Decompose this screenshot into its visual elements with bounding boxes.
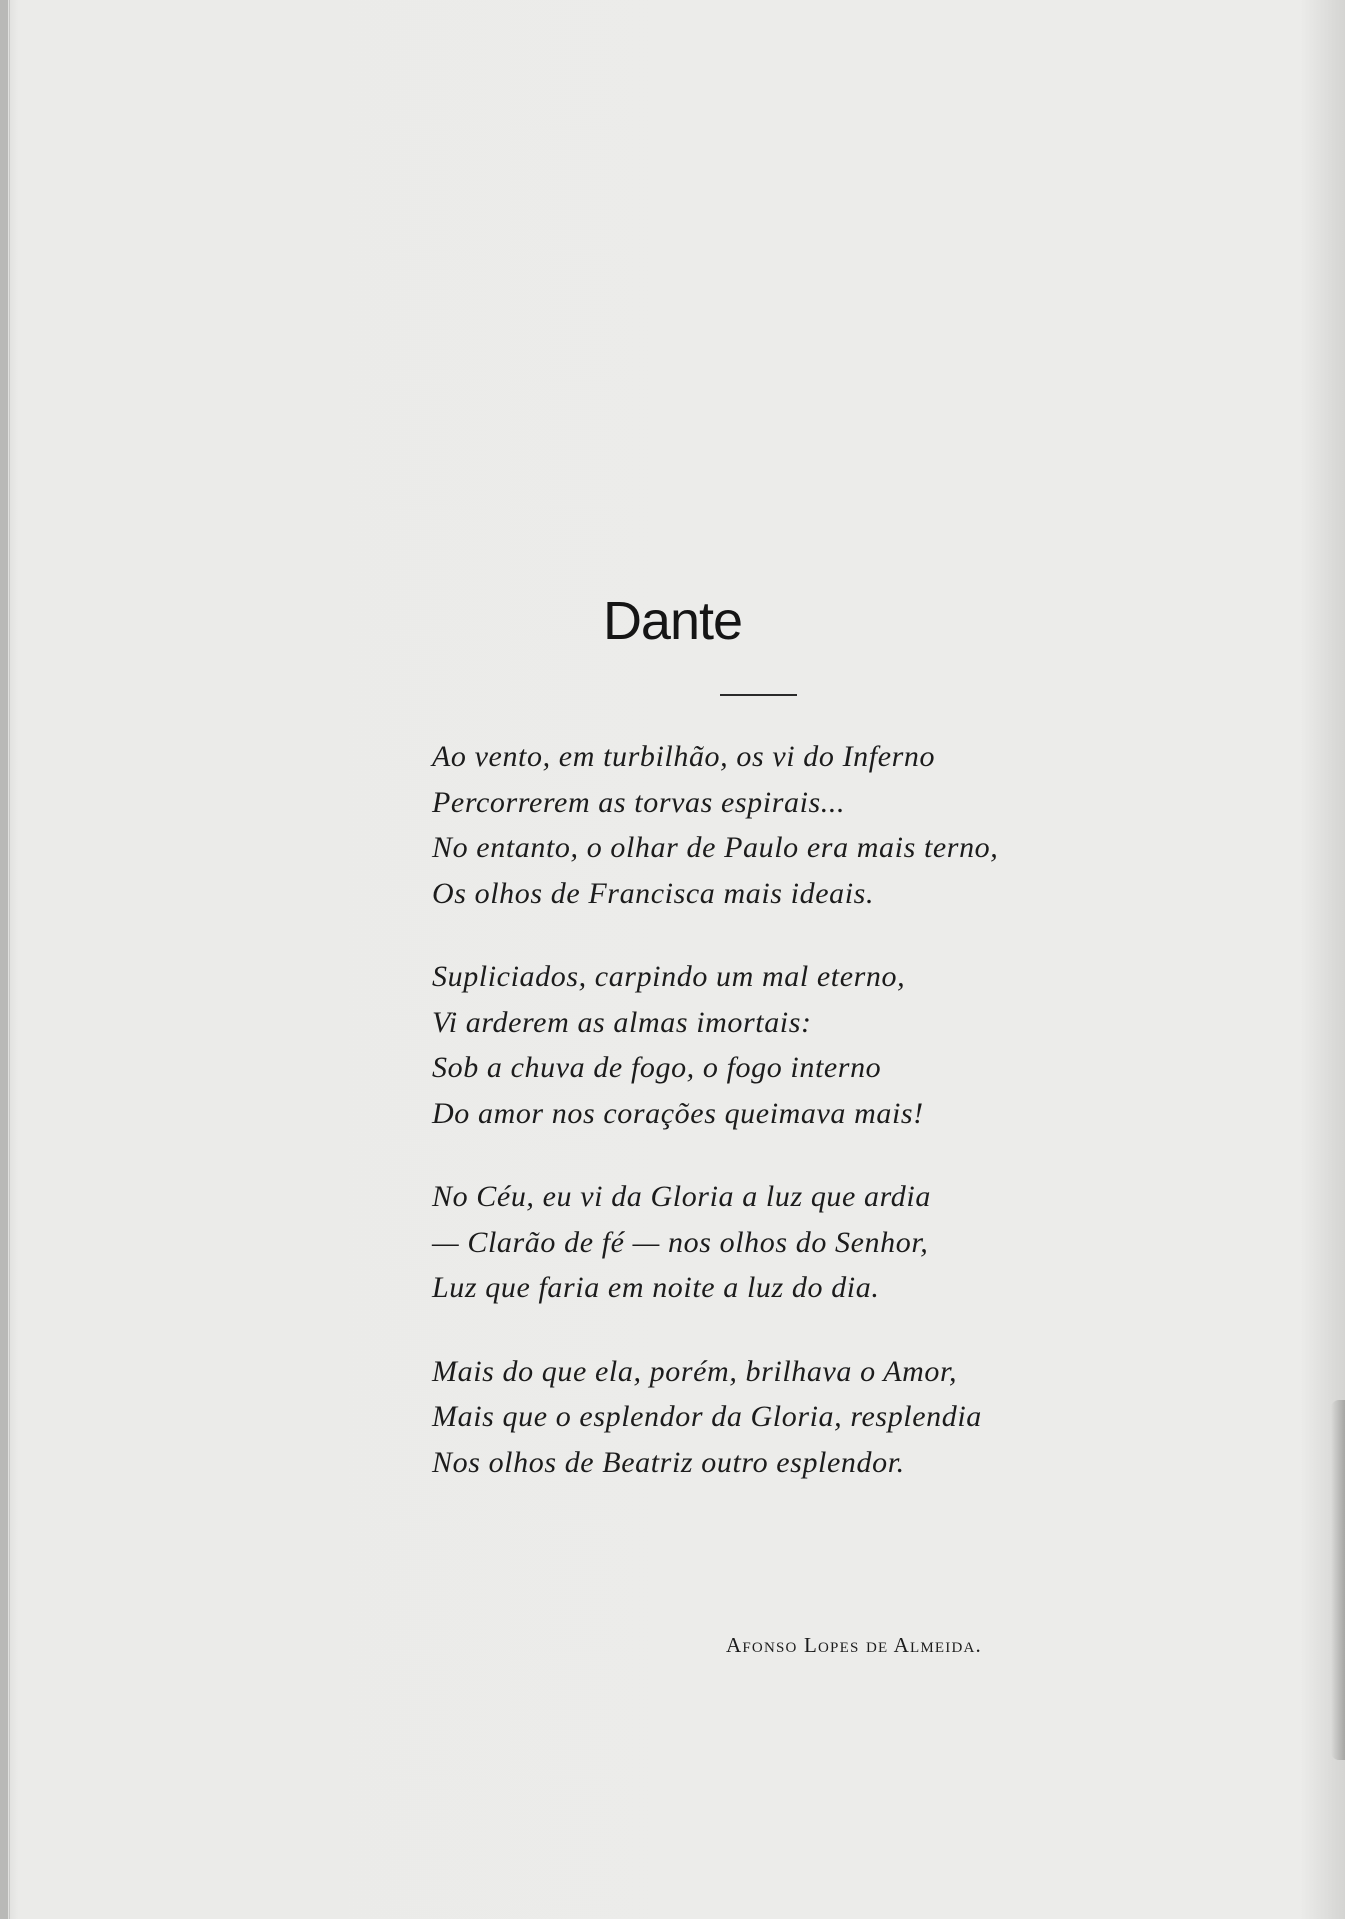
verse-line: Nos olhos de Beatriz outro esplendor.: [432, 1445, 905, 1479]
verse-line: Ao vento, em turbilhão, os vi do Inferno: [432, 740, 936, 773]
stanza-3: [432, 1174, 1132, 1311]
verse-line: Do amor nos corações queimava mais!: [432, 1096, 924, 1130]
poem-body: [432, 734, 1132, 1485]
verse-line: Os olhos de Francisca mais ideais.: [432, 876, 875, 910]
stanza-4: [432, 1349, 1132, 1486]
verse-line: Sob a chuva de fogo, o fogo interno: [432, 1051, 882, 1084]
stanza-1: [432, 734, 1132, 916]
verse-line: No Céu, eu vi da Gloria a luz que ardia: [432, 1180, 931, 1213]
stanza-2: [432, 954, 1132, 1136]
poem-title: Dante: [602, 591, 743, 651]
verse-line: Vi arderem as almas imortais:: [432, 1005, 812, 1039]
verse-line: Supliciados, carpindo um mal eterno,: [432, 960, 906, 993]
page-binding-edge: [0, 0, 8, 1919]
author-signature: Afonso Lopes de Almeida.: [726, 1633, 982, 1657]
page-shadow: [1331, 1400, 1345, 1760]
verse-line: Mais que o esplendor da Gloria, resplendia: [432, 1400, 982, 1433]
verse-line: Mais do que ela, porém, brilhava o Amor,: [432, 1354, 958, 1388]
verse-line: Luz que faria em noite a luz do dia.: [432, 1271, 880, 1304]
verse-line: Percorrerem as torvas espirais...: [432, 785, 846, 819]
verse-line: — Clarão de fé — nos olhos do Senhor,: [432, 1225, 929, 1259]
verse-line: No entanto, o olhar de Paulo era mais terno,: [432, 831, 999, 864]
page-edge-line: [9, 0, 10, 1919]
title-divider: [720, 694, 797, 696]
